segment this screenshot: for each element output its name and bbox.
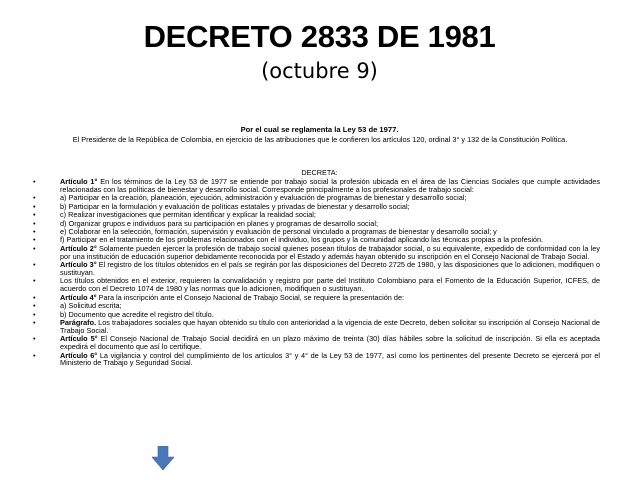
article-lead: Artículo 5° xyxy=(60,334,98,344)
decreta-label: DECRETA: xyxy=(301,168,338,177)
article-text: b) Participar en la formulación y evaluación de políticas estatales y privadas de bienestar y desarrollo social; xyxy=(60,201,410,211)
article-lead: Parágrafo. xyxy=(60,318,97,328)
article-item xyxy=(60,277,600,293)
article-lead: Artículo 3° xyxy=(60,260,97,270)
arrow-down-icon[interactable] xyxy=(152,446,174,470)
article-lead: Artículo 1° xyxy=(60,177,98,186)
article-lead: Artículo 2° xyxy=(60,243,97,253)
article-text: a) Participar en la creación, planeación, ejecución, administración y evaluación de programas de bienestar y desarrollo social; xyxy=(60,193,467,203)
article-item xyxy=(60,352,600,368)
article-text: El registro de los títulos obtenidos en el país se regirán por las disposiciones del Decreto 2725 de 1980, y las disposiciones que lo adicionen, modifiquen o sustituyan. xyxy=(60,260,601,278)
article-lead: Artículo 6° xyxy=(60,350,98,360)
article-item xyxy=(60,178,600,194)
article-text: Los títulos obtenidos en el exterior, requieren la convalidación y registro por parte del Instituto Colombiano para el Fomento de la Educación Superior, ICFES, de acuerdo con el Decreto 1074 de 1980 y las normas que lo adicionen, modifiquen o sustituyan. xyxy=(60,276,600,294)
article-text: El Consejo Nacional de Trabajo Social decidirá en un plazo máximo de treinta (30) días hábiles sobre la solicitud de inscripción. Si ella es aceptada expedirá el documento que así lo certifique. xyxy=(60,334,600,352)
article-list xyxy=(60,178,600,368)
article-item xyxy=(60,335,600,351)
article-item xyxy=(60,245,600,261)
article-text: En los términos de la Ley 53 de 1977 se entiende por trabajo social la profesión ubicada en el área de las Ciencias Sociales que cumple actividades relacionadas con las políticas de bienestar y desarrollo social. Corresponde principalmente a los profesionales de trabajo social: xyxy=(60,177,600,194)
article-text: d) Organizar grupos e individuos para su participación en planes y programas de desarrollo social; xyxy=(60,218,378,228)
article-text: e) Colaborar en la selección, formación, supervisión y evaluación de personal vinculado a programas de bienestar y desarrollo social; y xyxy=(60,227,497,237)
article-text: Los trabajadores sociales que hayan obtenido su título con anterioridad a la vigencia de este Decreto, deben solicitar su inscripción al Consejo Nacional de Trabajo Social. xyxy=(60,318,600,335)
article-text: La vigilancia y control del cumplimiento de los artículos 3° y 4° de la Ley 53 de 1977, así como los pertinentes del presente Decreto se ejercerá por el Ministerio de Trabajo y Seguridad Social. xyxy=(60,350,601,368)
article-text: c) Realizar investigaciones que permitan identificar y explicar la realidad social; xyxy=(60,210,316,220)
article-text: b) Documento que acredite el registro del título. xyxy=(60,309,214,319)
article-item xyxy=(60,294,600,302)
article-item xyxy=(60,261,600,277)
article-text: f) Participar en el tratamiento de los problemas relacionados con el individuo, los grupos y la comunidad aplicando las técnicas propias a la profesión. xyxy=(60,235,544,245)
slide-subtitle: (octubre 9) xyxy=(261,59,378,83)
decree-preamble: El Presidente de la República de Colombia, en ejercicio de las atribuciones que le confieren los artículos 120, ordinal 3° y 132 de la Constitución Política. xyxy=(72,135,568,144)
article-item xyxy=(60,319,600,335)
slide-title: DECRETO 2833 DE 1981 xyxy=(143,19,496,54)
arrow-down-shape xyxy=(152,446,174,470)
article-lead: Artículo 4° xyxy=(60,292,97,302)
article-text: Para la inscripción ante el Consejo Nacional de Trabajo Social, se requiere la presentación de: xyxy=(96,292,405,302)
article-text: a) Solicitud escrita; xyxy=(60,301,122,311)
decree-heading: Por el cual se reglamenta la Ley 53 de 1977. xyxy=(240,125,399,134)
article-text: Solamente pueden ejercer la profesión de trabajo social quienes posean títulos de trabajador social, o su equivalente, expedido de conformidad con la ley por una institución de educación superior debidamente reconocida por el Estado y además hayan obtenido su inscripción en el Consejo Nacional de Trabajo Social. xyxy=(60,243,600,261)
